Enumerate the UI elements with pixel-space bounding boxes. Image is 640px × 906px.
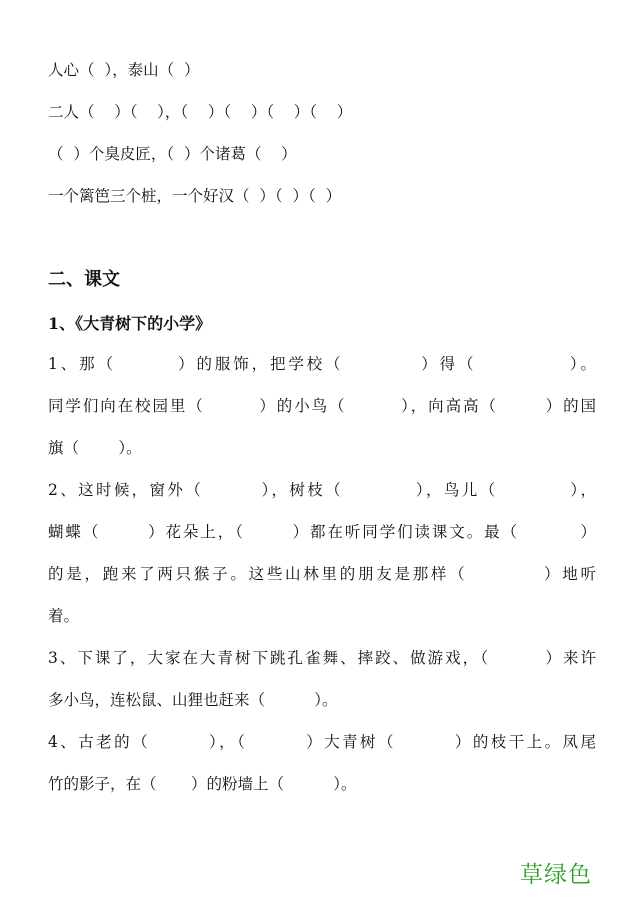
- passage-line: 旗（ ）。: [48, 439, 142, 457]
- idiom-line: 二人（ ）（ ），（ ）（ ）（ ）（ ）: [48, 103, 353, 121]
- passage-line: 着。: [48, 607, 80, 625]
- passage-line: 蝴蝶（ ）花朵上，（ ）都在听同学们读课文。最（ ）: [48, 523, 596, 541]
- idiom-line: 一个篱笆三个桩，一个好汉（ ）（ ）（ ）: [48, 187, 342, 205]
- idiom-line: 人心（ ），泰山（ ）: [48, 61, 200, 79]
- passage-line: 3、下课了，大家在大青树下跳孔雀舞、摔跤、做游戏，（ ）来许: [48, 649, 596, 667]
- idiom-line: （ ）个臭皮匠，（ ）个诸葛（ ）: [48, 145, 297, 163]
- passage-line: 同学们向在校园里（ ）的小鸟（ ），向高高（ ）的国: [48, 397, 596, 415]
- passage-line: 4、古老的（ ），（ ）大青树（ ）的枝干上。凤尾: [48, 733, 596, 751]
- passage-line: 竹的影子，在（ ）的粉墙上（ ）。: [48, 775, 357, 793]
- passage-line: 多小鸟，连松鼠、山狸也赶来（ ）。: [48, 691, 338, 709]
- lesson-title: 1、《大青树下的小学》: [48, 314, 212, 333]
- section-title: 二、课文: [48, 269, 120, 290]
- passage-line: 2、这时候，窗外（ ），树枝（ ），鸟儿（ ），: [48, 481, 596, 499]
- passage-line: 1、那（ ）的服饰，把学校（ ）得（ ）。: [48, 355, 596, 373]
- watermark-logo: 草绿色: [520, 862, 592, 888]
- passage-line: 的是，跑来了两只猴子。这些山林里的朋友是那样（ ）地听: [48, 565, 596, 583]
